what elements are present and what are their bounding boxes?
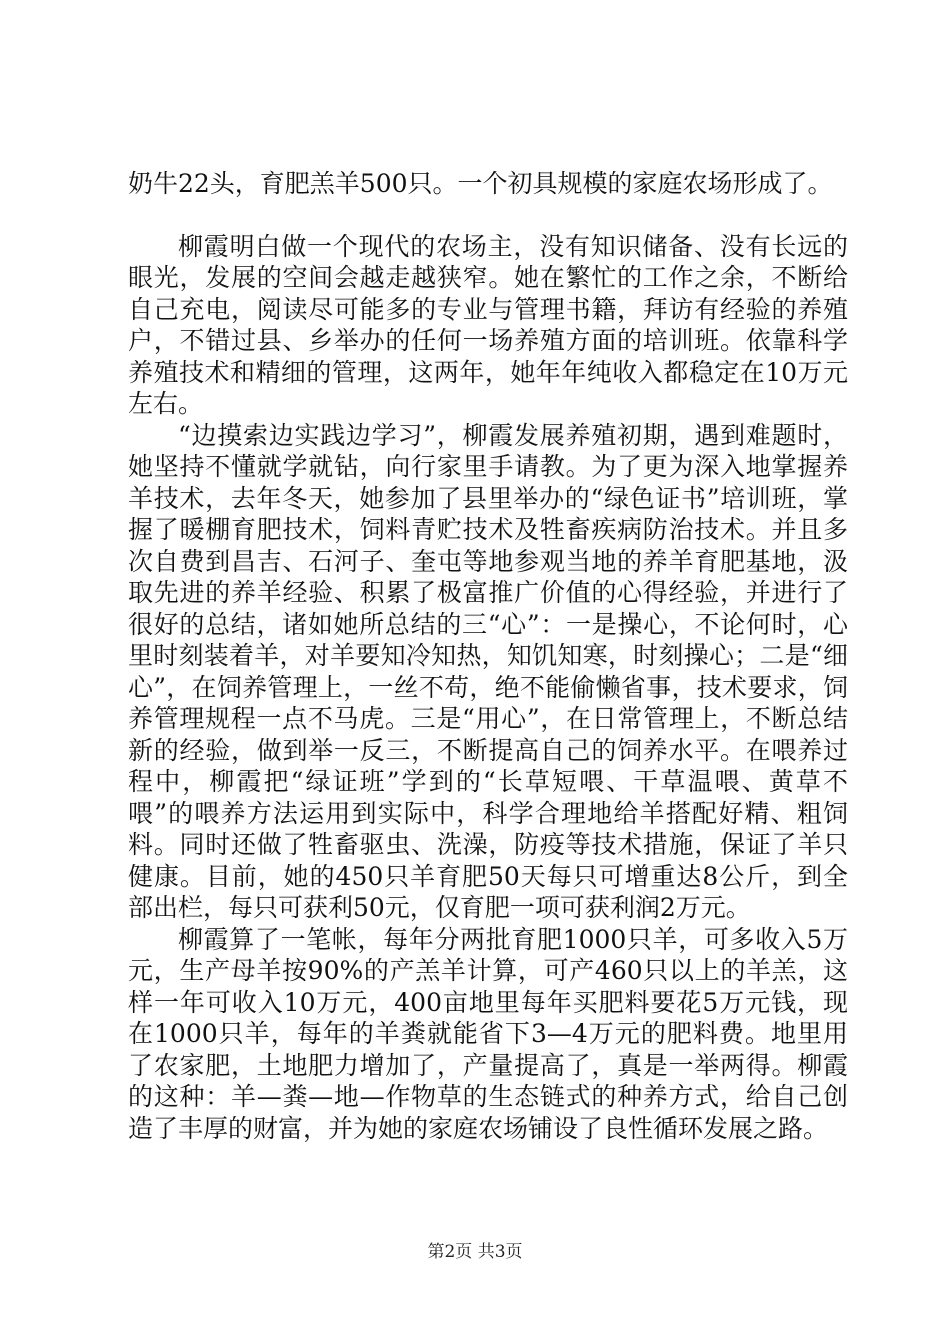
paragraph-2: 柳霞明白做一个现代的农场主，没有知识储备、没有长远的眼光，发展的空间会越走越狭窄。她在繁忙的工作之余，不断给自己充电，阅读尽可能多的专业与管理书籍，拜访有经验的养殖户，不错过县、乡举办的任何一场养殖方面的培训班。依靠科学养殖技术和精细的管理，这两年，她年年纯收入都稳定在10万元左右。 — [128, 231, 848, 418]
paragraph-1: 奶牛22头，育肥羔羊500只。一个初具规模的家庭农场形成了。 — [128, 169, 833, 198]
body-text — [128, 168, 848, 1144]
page-number-footer: 第2页 共3页 — [427, 1242, 523, 1262]
paragraph-4: 柳霞算了一笔帐，每年分两批育肥1000只羊，可多收入5万元，生产母羊按90%的产羔羊计算，可产460只以上的羊羔，这样一年可收入10万元，400亩地里每年买肥料要花5万元钱，现在1000只羊，每年的羊粪就能省下3—4万元的肥料费。地里用了农家肥，土地肥力增加了，产量提高了，真是一举两得。柳霞的这种：羊—粪—地—作物草的生态链式的种养方式，给自己创造了丰厚的财富，并为她的家庭农场铺设了良性循环发展之路。 — [128, 924, 848, 1143]
paragraph-3: “边摸索边实践边学习”，柳霞发展养殖初期，遇到难题时，她坚持不懂就学就钻，向行家里手请教。为了更为深入地掌握养羊技术，去年冬天，她参加了县里举办的“绿色证书”培训班，掌握了暖棚育肥技术，饲料青贮技术及牲畜疾病防治技术。并且多次自费到昌吉、石河子、奎屯等地参观当地的养羊育肥基地，汲取先进的养羊经验、积累了极富推广价值的心得经验，并进行了很好的总结，诸如她所总结的三“心”：一是操心，不论何时，心里时刻装着羊，对羊要知冷知热，知饥知寒，时刻操心；二是“细心”，在饲养管理上，一丝不苟，绝不能偷懒省事，技术要求，饲养管理规程一点不马虎。三是“用心”，在日常管理上，不断总结新的经验，做到举一反三，不断提高自己的饲养水平。在喂养过程中，柳霞把“绿证班”学到的“长草短喂、干草温喂、黄草不喂”的喂养方法运用到实际中，科学合理地给羊搭配好精、粗饲料。同时还做了牲畜驱虫、洗澡，防疫等技术措施，保证了羊只健康。目前，她的450只羊育肥50天每只可增重达8公斤，到全部出栏，每只可获利50元，仅育肥一项可获利润2万元。 — [128, 420, 848, 922]
